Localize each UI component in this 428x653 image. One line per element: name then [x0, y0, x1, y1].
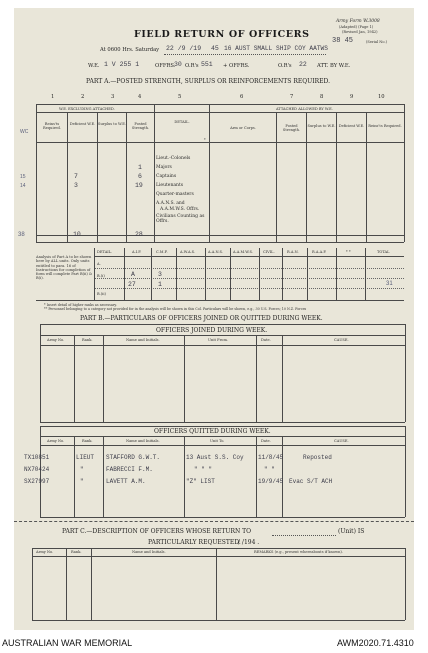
part-c-date: / /194 . [238, 539, 260, 546]
we-label: W.E. [88, 63, 100, 69]
total-margin: 38 [18, 232, 25, 238]
part-a-col-line [366, 112, 367, 242]
col-num-10: 10 [378, 94, 385, 100]
quitted-unit: " " " [194, 466, 213, 473]
analysis-header-raaf: R.A.A.F. [312, 250, 327, 254]
quitted-name: STAFFORD G.W.T. [106, 454, 161, 461]
quitted-unit: 13 Aust S.S. Coy [186, 454, 244, 461]
adapted-label: (Adapted) (Page 1) [339, 25, 374, 29]
part-c-unit-line [272, 535, 336, 536]
unit-value: 16 AUST SMALL SHIP COY AATWS [224, 45, 328, 52]
joined-col-line [74, 335, 75, 422]
quitted-cause: Reposted [303, 454, 332, 461]
part-c-header-army-no: Army No. [36, 550, 54, 554]
part-a-col-line [126, 112, 127, 242]
analysis-col-line [336, 248, 337, 300]
detail-quarter-masters: Quarter-masters [156, 192, 194, 197]
analysis-col-line [94, 248, 95, 300]
attached-allowed-header: ATTACHED ALLOWED BY W.E. [276, 107, 333, 111]
joined-col-line [282, 335, 283, 422]
joined-col-line [103, 335, 104, 422]
joined-header-rank: Rank. [82, 338, 93, 342]
analysis-row-line [94, 288, 404, 289]
col-num-4: 4 [138, 94, 142, 100]
header-deficient: Deficient W.E. [69, 122, 96, 126]
quitted-col-line [256, 436, 257, 517]
header-posted-strength-att: Posted Strength. [282, 124, 301, 132]
part-c-col-line [91, 548, 92, 620]
analysis-col-line [365, 248, 366, 300]
detail-asterisk: * [204, 138, 206, 142]
quitted-col-line [184, 436, 185, 517]
offrs-label: OFFRS. [155, 63, 176, 69]
analysis-header-aans: A.A.N.S. [208, 250, 224, 254]
detail-majors: Majors [156, 165, 172, 170]
detail-aans: A.A.N.S. and [156, 201, 185, 206]
part-c-divider [14, 521, 414, 522]
part-a-col-line [306, 112, 307, 242]
quitted-header-name: Name and Initials. [126, 439, 160, 443]
detail-civilians: Civilians Counting as Offrs. [156, 214, 205, 224]
col-num-2: 2 [81, 94, 85, 100]
analysis-header-ran: R.A.N. [287, 250, 299, 254]
detail-lieutenants: Lieutenants [156, 183, 184, 188]
joined-header-line [40, 345, 405, 346]
quitted-date: 11/8/45 [258, 454, 284, 461]
analysis-header-total: TOTAL [377, 250, 390, 254]
joined-header-date: Date. [261, 338, 271, 342]
year-value: 45 [211, 45, 219, 52]
ors-label: O.R's [185, 63, 199, 69]
detail-lieut-colonels: Lieut.-Colonels [156, 156, 191, 161]
analysis-bottom-line [36, 300, 404, 301]
col-num-8: 8 [320, 94, 324, 100]
deficient-lieutenants: 3 [74, 182, 78, 189]
header-reins-required-att: Reins'ts Required. [368, 124, 402, 128]
analysis-col-line [282, 248, 283, 300]
part-a-total-line [36, 235, 404, 236]
part-c-title: PART C.—DESCRIPTION OF OFFICERS WHOSE RETURN TO [62, 528, 252, 535]
part-c-particularly: PARTICULARLY REQUESTED. [148, 539, 241, 546]
quitted-col-line [74, 436, 75, 517]
part-c-header-remarks: REMARKS (e.g., present whereabouts if known). [254, 550, 343, 554]
part-a-col-line [209, 104, 210, 242]
footer-accession: AWM2020.71.4310 [337, 638, 414, 648]
joined-col-line [256, 335, 257, 422]
quitted-header-unit: Unit To. [210, 439, 225, 443]
revised-label: (Revised Jan, 1942) [342, 30, 378, 34]
analysis-row-line [94, 268, 404, 269]
part-b-title: PART B.—PARTICULARS OF OFFICERS JOINED OR QUITTED DURING WEEK. [80, 315, 323, 322]
analysis-col-line [151, 248, 152, 300]
analysis-header-detail: DETAIL. [97, 250, 113, 254]
we-value: 1 V 255 1 [104, 61, 140, 68]
joined-header-unit: Unit From. [208, 338, 229, 342]
header-surplus: Surplus to W.E. [98, 122, 126, 126]
analysis-row-a: A. [97, 262, 101, 266]
date-value: 22 /9 /19 [166, 45, 202, 52]
part-c-unit-is: (Unit) IS [338, 528, 365, 535]
analysis-header-aif: A.I.F. [132, 250, 142, 254]
analysis-header-awas: A.W.A.S. [180, 250, 196, 254]
analysis-row-bii: B.(ii) [97, 292, 106, 296]
col-num-7: 7 [290, 94, 294, 100]
quitted-top-line [40, 426, 405, 427]
analysis-aif-b: A [131, 271, 135, 278]
total-deficient: 10 [73, 231, 81, 238]
quitted-col-line [103, 436, 104, 517]
header-detail: DETAIL. [174, 120, 190, 124]
we-excluding-header: W.E. EXCLUDING ATTACHED. [59, 107, 115, 111]
header-arm-corps: Arm or Corps. [230, 126, 256, 130]
joined-col-line [405, 324, 406, 422]
posted-captains: 6 [138, 173, 142, 180]
analysis-header-civil: CIVIL. [263, 250, 275, 254]
deficient-captains: 7 [74, 173, 78, 180]
analysis-aif-b2: 27 [128, 281, 136, 288]
quitted-name: FABRECCI F.M. [106, 466, 153, 473]
form-sheet [14, 8, 414, 630]
quitted-title-line [40, 436, 405, 437]
quitted-col-line [405, 426, 406, 517]
part-a-title: PART A.—POSTED STRENGTH, SURPLUS OR REINFORCEMENTS REQUIRED. [86, 78, 330, 85]
part-a-subhead-line [36, 112, 404, 113]
quitted-header-rank: Rank. [82, 439, 93, 443]
at-underline [164, 54, 326, 55]
analysis-col-line [307, 248, 308, 300]
quitted-rank: " [80, 466, 84, 473]
margin-note: 15 [20, 174, 26, 180]
col-num-5: 5 [178, 94, 182, 100]
col-num-3: 3 [111, 94, 115, 100]
analysis-header-other: * * [346, 250, 351, 254]
margin-note: 14 [20, 183, 26, 189]
army-form-number: Army Form W.3008 [336, 19, 380, 24]
quitted-date: " " [264, 466, 275, 473]
part-c-col-line [66, 548, 67, 620]
part-b-top-line [40, 324, 405, 325]
quitted-header-army-no: Army No. [47, 439, 65, 443]
analysis-row-line [94, 278, 404, 279]
quitted-title: OFFICERS QUITTED DURING WEEK. [154, 428, 271, 435]
analysis-cmf-b: 3 [158, 271, 162, 278]
part-a-header-bottom [36, 142, 404, 143]
quitted-header-line [40, 445, 405, 446]
part-c-col-line [32, 548, 33, 620]
joined-header-cause: CAUSE. [334, 338, 349, 342]
quitted-bottom-line [40, 517, 405, 518]
part-a-bottom-line [36, 242, 404, 243]
offrs-value: 30 [174, 61, 182, 68]
header-reins-required: Reins'ts Required. [43, 122, 61, 130]
quitted-cause: Evac S/T ACH [289, 478, 333, 485]
part-a-top-line [36, 104, 404, 105]
quitted-col-line [282, 436, 283, 517]
part-a-col-line [67, 112, 68, 242]
part-a-col-line [336, 112, 337, 242]
part-a-col-line [154, 104, 155, 242]
quitted-unit: "Z" LIST [186, 478, 215, 485]
total-posted: 28 [135, 231, 143, 238]
quitted-date: 19/9/45 [258, 478, 284, 485]
analysis-col-line [259, 248, 260, 300]
plus-offrs-label: + OFFRS. [223, 63, 250, 69]
joined-col-line [184, 335, 185, 422]
serial-label: (Serial No.) [366, 40, 388, 44]
analysis-header-aamws: A.A.M.W.S. [233, 250, 253, 254]
header-posted-strength: Posted Strength. [131, 122, 150, 130]
analysis-cmf-b2: 1 [158, 281, 162, 288]
part-c-header-name: Name and Initials. [132, 550, 166, 554]
analysis-col-line [124, 248, 125, 300]
header-deficient-att: Deficient W.E. [338, 124, 365, 128]
joined-header-name: Name and Initials. [126, 338, 160, 342]
part-c-header-top [32, 548, 405, 549]
quitted-header-cause: CAUSE. [334, 439, 349, 443]
detail-captains: Captains [156, 174, 177, 179]
analysis-row-bi: B.(i) [97, 274, 105, 278]
footnote-2: ** Personnel belonging to a category not provided for in the analysis will be shown in this Col. Particulars will be shown, e.g., 30 U.S. Forces; 10 N.Z. Forces [44, 307, 307, 311]
joined-header-army-no: Army No. [47, 338, 65, 342]
analysis-header-cmf: C.M.F. [156, 250, 168, 254]
serial-value: 38 45 [332, 37, 354, 45]
posted-lieutenants: 19 [135, 182, 143, 189]
part-c-header-bottom [32, 556, 405, 557]
plus-ors-value: 22 [299, 61, 307, 68]
quitted-header-date: Date. [261, 439, 271, 443]
quitted-rank: LIEUT [76, 454, 95, 461]
analysis-col-line [205, 248, 206, 300]
margin-note: WC [20, 129, 29, 135]
part-c-bottom-line [32, 620, 405, 621]
analysis-note: Analysis of Part A to be shown here by ALL units. Only units entitled to para. 16 of Instructions for completion of form will complete Part B(ii) & B(i). [36, 255, 93, 281]
part-a-col-line [97, 112, 98, 242]
posted-majors: 1 [138, 164, 142, 171]
col-num-9: 9 [350, 94, 354, 100]
part-a-col-line [404, 104, 405, 242]
quitted-army-no: NX70424 [24, 466, 50, 473]
joined-title: OFFICERS JOINED DURING WEEK. [156, 327, 268, 334]
quitted-rank: " [80, 478, 84, 485]
quitted-name: LAVETT A.M. [106, 478, 146, 485]
part-c-col-line [216, 548, 217, 620]
detail-aamws: A.A.M.W.S. Offrs. [160, 207, 200, 212]
part-c-header-rank: Rank. [71, 550, 82, 554]
analysis-col-line [176, 248, 177, 300]
joined-col-line [40, 324, 41, 422]
analysis-header-line [94, 256, 404, 257]
footnote-1: * Insert detail of higher ranks as necessary. [44, 303, 117, 307]
at-line-label: At 0600 Hrs. Saturday [100, 47, 160, 53]
form-title: FIELD RETURN OF OFFICERS [134, 29, 310, 40]
plus-ors-label: O.R's [278, 63, 292, 69]
col-num-6: 6 [240, 94, 244, 100]
quitted-army-no: SX27997 [24, 478, 50, 485]
quitted-army-no: TX10851 [24, 454, 50, 461]
header-surplus-att: Surplus to W.E. [307, 124, 336, 128]
footer-institution: AUSTRALIAN WAR MEMORIAL [2, 638, 133, 648]
joined-bottom-line [40, 422, 405, 423]
att-by-we-label: ATT. BY W.E. [317, 63, 351, 69]
col-num-1: 1 [51, 94, 55, 100]
joined-title-line [40, 335, 405, 336]
analysis-col-line [230, 248, 231, 300]
part-c-col-line [405, 548, 406, 620]
ors-value: 551 [201, 61, 213, 68]
analysis-total-pen: 31 [386, 281, 393, 287]
